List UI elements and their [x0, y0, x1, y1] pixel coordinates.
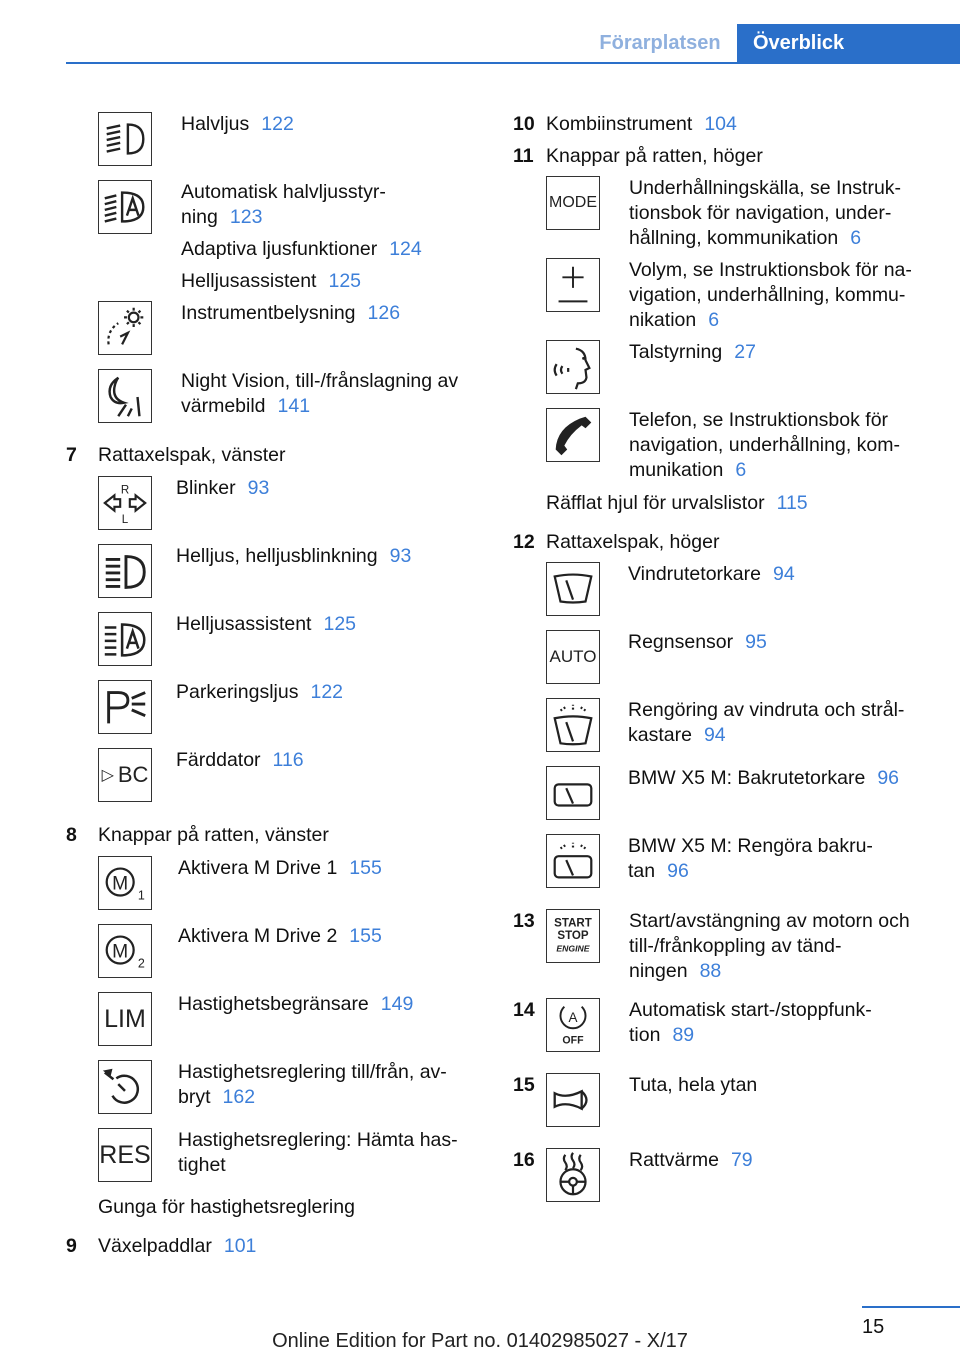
blinker-r-label: R [120, 484, 130, 497]
page-ref-link[interactable]: 125 [328, 270, 362, 292]
start-label: START [554, 917, 592, 930]
entry-rattvarme: Rattvärme 79 [629, 1149, 753, 1171]
page-ref-link[interactable]: 88 [699, 960, 722, 982]
entry-telefon: Telefon, se Instruktionsbok för navigation, underhållning, kom- munikation 6 [629, 409, 901, 481]
wiper-icon [546, 562, 600, 616]
entry-farddator: Färddator 116 [176, 749, 304, 771]
m-sub-2: 2 [137, 956, 145, 971]
tab-overblick[interactable]: Överblick [737, 24, 960, 64]
mode-button-icon [546, 176, 600, 230]
cruise-resume-icon [98, 1128, 152, 1182]
section-title-10: Kombiinstrument 104 [546, 113, 737, 135]
m-drive-2-icon [98, 924, 152, 978]
section-number-12: 12 [513, 531, 535, 553]
voice-control-icon [546, 340, 600, 394]
auto-start-stop-icon [546, 998, 600, 1052]
page-ref-link[interactable]: 6 [850, 227, 862, 249]
trip-computer-icon: ▷ BC [98, 748, 152, 802]
entry-cruise-resume: Hastighetsreglering: Hämta has- tighet [178, 1129, 458, 1176]
entry-vindrutetorkare: Vindrutetorkare 94 [628, 563, 795, 585]
lim-label: LIM [104, 1004, 146, 1033]
page-ref-link[interactable]: 93 [389, 545, 412, 567]
volume-icon [546, 258, 600, 312]
page-ref-link[interactable]: 126 [367, 302, 401, 324]
page-ref-link[interactable]: 155 [349, 925, 382, 947]
page-ref-link[interactable]: 94 [703, 724, 726, 746]
low-beam-icon [98, 112, 152, 166]
entry-start-stop: Start/avstängning av motorn och till-/frånkoppling av tänd- ningen 88 [629, 910, 910, 982]
entry-m-drive-2: Aktivera M Drive 2 155 [178, 925, 382, 947]
horn-icon [546, 1073, 600, 1127]
blinker-icon [98, 476, 152, 530]
entry-volym: Volym, se Instruktionsbok för na- vigation, underhållning, kommu- nikation 6 [629, 259, 912, 331]
m-sub-1: 1 [137, 888, 145, 903]
footer-edition: Online Edition for Part no. 01402985027 - X/17 [272, 1330, 688, 1352]
section-number-9: 9 [66, 1235, 77, 1257]
entry-rengora-bakrutan: BMW X5 M: Rengöra bakru- tan 96 [628, 835, 873, 882]
section-title-12: Rattaxelspak, höger [546, 531, 720, 553]
speed-limiter-icon [98, 992, 152, 1046]
entry-underhallningskalla: Underhållningskälla, se Instruk- tionsbok för navigation, under- hållning, kommunikation 6 [629, 177, 902, 249]
entry-talstyrning: Talstyrning 27 [629, 341, 756, 363]
rear-washer-icon [546, 834, 600, 888]
page-ref-link[interactable]: 141 [277, 395, 311, 417]
page-ref-link[interactable]: 122 [261, 113, 294, 135]
rain-sensor-icon [546, 630, 600, 684]
page-ref-link[interactable]: 27 [734, 341, 756, 363]
auto-low-beam-icon [98, 180, 152, 234]
section-number-14: 14 [513, 999, 535, 1021]
entry-helljusassistent-2: Helljusassistent 125 [176, 613, 357, 635]
entry-gunga: Gunga för hastighetsreglering [98, 1196, 355, 1218]
page-ref-link[interactable]: 94 [772, 563, 795, 585]
header-rule [66, 62, 960, 64]
a-letter: A [568, 1010, 578, 1026]
entry-night-vision: Night Vision, till-/frånslagning av värmebild 141 [181, 370, 459, 417]
entry-regnsensor: Regnsensor 95 [628, 631, 767, 653]
section-number-10: 10 [513, 113, 535, 135]
page-ref-link[interactable]: 123 [229, 206, 263, 228]
steering-heating-icon [546, 1148, 600, 1202]
entry-hastighetsbegransare: Hastighetsbegränsare 149 [178, 993, 414, 1015]
bc-label: BC [117, 762, 149, 787]
page-ref-link[interactable]: 101 [223, 1235, 257, 1257]
res-label: RES [99, 1140, 151, 1169]
section-title-11: Knappar på ratten, höger [546, 145, 763, 167]
page-ref-link[interactable]: 6 [708, 309, 720, 331]
section-title-8: Knappar på ratten, vänster [98, 824, 329, 846]
entry-cruise-on-off: Hastighetsreglering till/från, av- bryt 162 [178, 1061, 447, 1108]
page-ref-link[interactable]: 124 [389, 238, 422, 260]
section-number-15: 15 [513, 1074, 535, 1096]
page-ref-link[interactable]: 93 [247, 477, 270, 499]
phone-icon [546, 408, 600, 462]
night-vision-icon [98, 369, 152, 423]
rear-wiper-icon [546, 766, 600, 820]
high-beam-assistant-icon [98, 612, 152, 666]
entry-blinker: Blinker 93 [176, 477, 270, 499]
blinker-l-label: L [121, 514, 129, 527]
page-ref-link[interactable]: 116 [272, 749, 304, 771]
entry-auto-halvljus-text: Automatisk halvljusstyr- ning 123 [181, 181, 386, 228]
m-drive-1-icon [98, 856, 152, 910]
page-ref-link[interactable]: 149 [380, 993, 414, 1015]
entry-helljus: Helljus, helljusblinkning 93 [176, 545, 412, 567]
page-ref-link[interactable]: 96 [877, 767, 900, 789]
washer-icon [546, 698, 600, 752]
page-ref-link[interactable]: 155 [349, 857, 382, 879]
auto-label: AUTO [549, 647, 597, 666]
section-title-7: Rattaxelspak, vänster [98, 444, 286, 466]
entry-instrumentbelysning: Instrumentbelysning 126 [181, 302, 401, 324]
start-stop-icon [546, 909, 600, 963]
entry-auto-start-stop: Automatisk start-/stoppfunk- tion 89 [629, 999, 872, 1046]
entry-helljusassistent: Helljusassistent 125 [181, 270, 362, 292]
off-label: OFF [562, 1034, 584, 1047]
section-number-16: 16 [513, 1149, 535, 1171]
entry-adaptiva: Adaptiva ljusfunktioner 124 [181, 238, 422, 260]
page-ref-link[interactable]: 104 [704, 113, 737, 135]
section-number-13: 13 [513, 910, 535, 932]
entry-rengoring: Rengöring av vindruta och strål- kastare 94 [628, 699, 905, 746]
page-ref-link[interactable]: 115 [776, 492, 808, 514]
section-number-7: 7 [66, 444, 77, 466]
page-ref-link[interactable]: 96 [667, 860, 689, 882]
m-letter: M [112, 941, 129, 963]
parking-light-icon [98, 680, 152, 734]
section-number-8: 8 [66, 824, 77, 846]
cruise-control-icon [98, 1060, 152, 1114]
page-number: 15 [862, 1316, 885, 1338]
entry-tuta: Tuta, hela ytan [629, 1074, 758, 1096]
page-ref-link[interactable]: 162 [222, 1086, 256, 1108]
tab-forarplatsen[interactable]: Förarplatsen [599, 32, 721, 54]
entry-halvljus: Halvljus 122 [181, 113, 294, 135]
m-letter: M [112, 873, 129, 895]
page-ref-link[interactable]: 95 [745, 631, 767, 653]
page-ref-link[interactable]: 79 [730, 1149, 753, 1171]
entry-rafflat-hjul: Räfflat hjul för urvalslistor 115 [546, 492, 808, 514]
entry-parkeringsljus: Parkeringsljus 122 [176, 681, 344, 703]
section-number-11: 11 [513, 145, 534, 167]
entry-m-drive-1: Aktivera M Drive 1 155 [178, 857, 382, 879]
high-beam-icon [98, 544, 152, 598]
page-ref-link[interactable]: 125 [323, 613, 357, 635]
entry-bakrutetorkare: BMW X5 M: Bakrutetorkare 96 [628, 767, 900, 789]
footer-rule [862, 1306, 960, 1308]
page-ref-link[interactable]: 122 [310, 681, 344, 703]
page-ref-link[interactable]: 6 [735, 459, 747, 481]
instrument-lighting-icon [98, 301, 152, 355]
page-ref-link[interactable]: 89 [672, 1024, 695, 1046]
stop-label: STOP [557, 929, 589, 942]
mode-label: MODE [549, 194, 597, 211]
engine-label: ENGINE [556, 943, 590, 954]
section-title-9: Växelpaddlar 101 [98, 1235, 257, 1257]
